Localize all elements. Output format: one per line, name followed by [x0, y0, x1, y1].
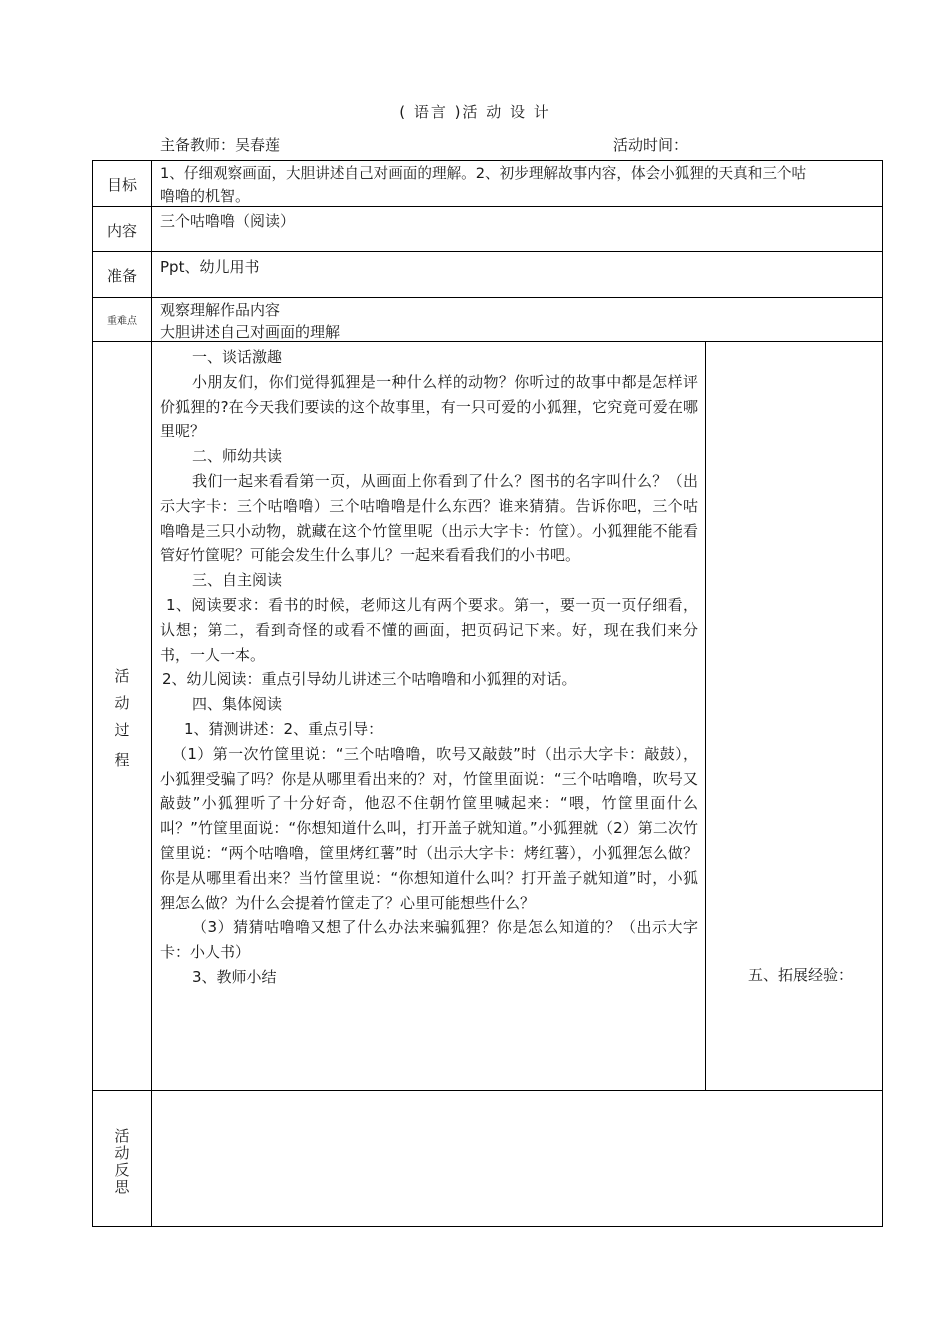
process-side-divider: [705, 341, 706, 1090]
section-heading: 三、自主阅读: [192, 571, 283, 590]
row-divider-key: [92, 341, 883, 342]
row-divider-content: [92, 251, 883, 252]
activity-time-label: 活动时间：: [613, 136, 689, 154]
process-label-char: 过: [114, 721, 130, 739]
table-border-bottom: [92, 1226, 883, 1227]
extension-experience: 五、拓展经验：: [748, 966, 854, 984]
section-heading: 四、集体阅读: [192, 695, 283, 714]
goal-line-1: 1、仔细观察画面，大胆讲述自己对画面的理解。2、初步理解故事内容，体会小狐狸的天真和三个咕: [160, 165, 807, 182]
row-divider-process: [92, 1090, 883, 1091]
process-paragraph: 1、猜测讲述：2、重点引导：: [184, 719, 384, 738]
process-paragraph: （1）第一次竹筐里说：“三个咕噜噜，吹号又敲鼓”时（出示大字卡：敲鼓），小狐狸受骗了吗？你是从哪里看出来的？对，竹筐里面说：“三个咕噜噜，吹号又敲鼓”小狐狸听了十分好奇，他忍不住朝竹筐里喊起来：“喂，竹筐里面什么叫？”竹筐里面说：“你想知道什么叫，打开盖子就知道。”小狐狸就（2）第二次竹筐里说：“两个咕噜噜，筐里烤红薯”时（出示大字卡：烤红薯），小狐狸怎么做？你是从哪里看出来？当竹筐里说：“你想知道什么叫？打开盖子就知道”时，小狐狸怎么做？为什么会提着竹筐走了？心里可能想些什么？: [160, 744, 698, 912]
table-border-top: [92, 160, 883, 161]
table-border-right: [882, 160, 883, 1227]
row-divider-goal: [92, 206, 883, 207]
process-paragraph: 2、幼儿阅读：重点引导幼儿讲述三个咕噜噜和小狐狸的对话。: [162, 670, 577, 689]
key-points-line-1: 观察理解作品内容: [160, 301, 281, 319]
document-title: ( 语言 )活 动 设 计: [399, 103, 551, 121]
process-label-char: 程: [114, 751, 130, 769]
content-text: 三个咕噜噜（阅读）: [160, 212, 296, 230]
teacher-info: 主备教师：吴春莲: [160, 136, 281, 154]
section-heading: 二、师幼共读: [192, 447, 283, 466]
prep-label: 准备: [106, 267, 137, 285]
process-paragraph: 1、阅读要求：看书的时候，老师这儿有两个要求。第一，要一页一页仔细看，认想；第二，看到奇怪的或看不懂的画面，把页码记下来。好，现在我们来分书，一人一本。: [160, 595, 698, 664]
key-points-line-2: 大胆讲述自己对画面的理解: [160, 323, 341, 341]
table-label-divider: [151, 160, 152, 1227]
content-label: 内容: [106, 222, 137, 240]
process-body: [160, 345, 698, 990]
reflection-label-char: 思: [114, 1178, 130, 1196]
row-divider-prep: [92, 297, 883, 298]
reflection-label-char: 动: [114, 1144, 130, 1162]
prep-text: Ppt、幼儿用书: [160, 258, 260, 276]
process-paragraph: 小朋友们，你们觉得狐狸是一种什么样的动物？你听过的故事中都是怎样评价狐狸的?在今天我们要读的这个故事里，有一只可爱的小狐狸，它究竟可爱在哪里呢？: [160, 372, 698, 441]
process-paragraph: （3）猜猜咕噜噜又想了什么办法来骗狐狸？你是怎么知道的？（出示大字卡：小人书）: [160, 918, 698, 962]
goal-line-2: 噜噜的机智。: [160, 187, 251, 205]
goal-label: 目标: [106, 176, 137, 194]
process-label-char: 活: [114, 667, 130, 685]
reflection-label-char: 活: [114, 1127, 130, 1145]
process-paragraph: 我们一起来看看第一页，从画面上你看到了什么？图书的名字叫什么？（出示大字卡：三个咕噜噜）三个咕噜噜是什么东西？谁来猜猜。告诉你吧，三个咕噜噜是三只小动物，就藏在这个竹筐里呢（出示大字卡：竹筐）。小狐狸能不能看管好竹筐呢？可能会发生什么事儿？一起来看看我们的小书吧。: [160, 471, 698, 565]
reflection-label-char: 反: [114, 1161, 130, 1179]
process-paragraph: 3、教师小结: [192, 967, 277, 986]
key-points-label: 重难点: [107, 316, 137, 327]
section-heading: 一、谈话激趣: [192, 348, 283, 366]
process-label-char: 动: [114, 694, 130, 712]
